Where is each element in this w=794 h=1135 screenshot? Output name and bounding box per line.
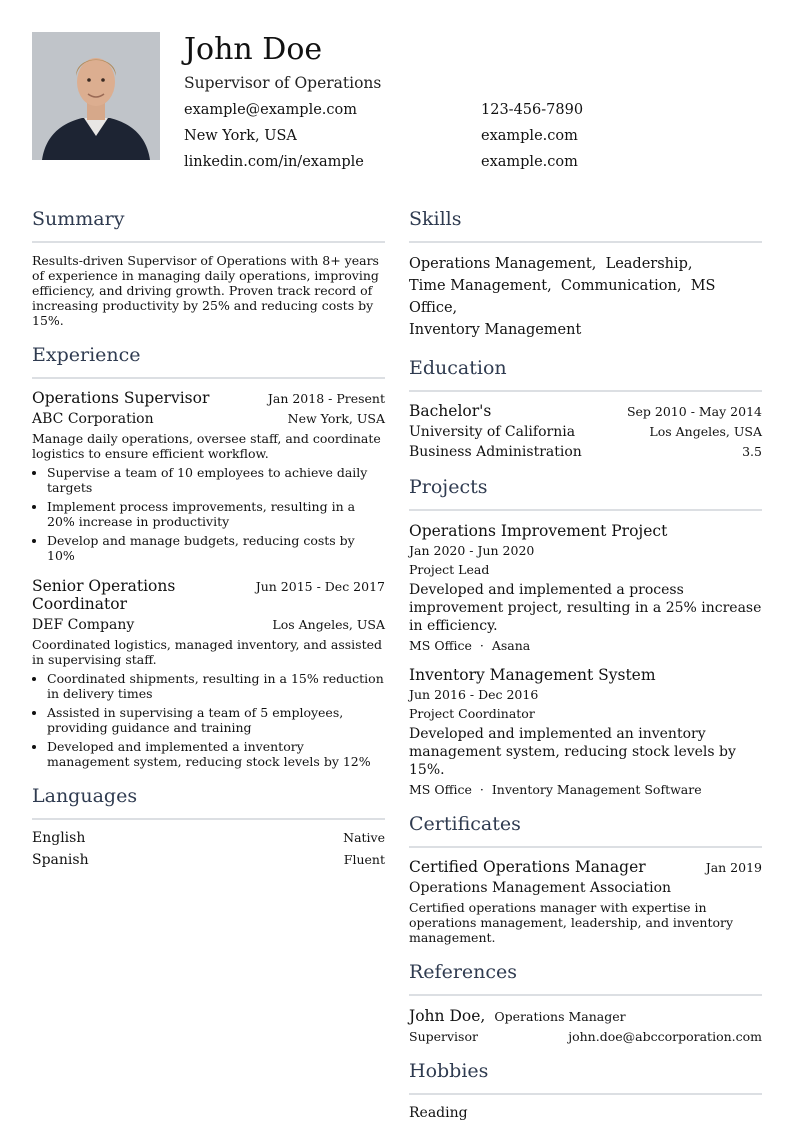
job-bullet: • Assisted in supervising a team of 5 employees, providing guidance and training <box>47 705 385 735</box>
section-heading: References <box>409 959 762 996</box>
tag-separator: · <box>479 638 484 653</box>
candidate-title: Supervisor of Operations <box>184 74 382 92</box>
job-description: Manage daily operations, oversee staff, and coordinate logistics to ensure efficient workflow. <box>32 431 381 461</box>
job-entry <box>32 389 385 563</box>
job-location: New York, USA <box>287 411 385 426</box>
education-section <box>409 355 762 460</box>
project-tag: MS Office <box>409 782 472 797</box>
certificate-date: Jan 2019 <box>705 860 762 875</box>
contact-info <box>184 102 764 180</box>
job-entry <box>32 577 385 769</box>
reference-role: Operations Manager <box>494 1009 626 1024</box>
skill-item: Operations Management, <box>409 256 597 272</box>
project-dates: Jun 2016 - Dec 2016 <box>409 687 539 702</box>
section-heading: Projects <box>409 474 762 511</box>
skills-list <box>409 253 762 341</box>
experience-section <box>32 342 385 769</box>
certificate-name: Certified Operations Manager <box>409 858 646 876</box>
section-heading: Skills <box>409 206 762 243</box>
school-name: University of California <box>409 424 576 440</box>
contact-location: New York, USA <box>184 128 297 144</box>
education-dates: Sep 2010 - May 2014 <box>626 404 762 419</box>
language-name: English <box>32 830 86 846</box>
summary-section <box>32 206 385 328</box>
project-tags <box>409 638 762 653</box>
languages-section <box>32 783 385 868</box>
job-description: Coordinated logistics, managed inventory, and assisted in supervising staff. <box>32 637 383 667</box>
project-tag: Asana <box>491 638 531 653</box>
job-company: ABC Corporation <box>32 411 154 427</box>
job-title: Senior Operations Coordinator <box>32 577 176 613</box>
language-level: Fluent <box>343 852 385 867</box>
project-role: Project Coordinator <box>409 706 535 721</box>
certificate-issuer: Operations Management Association <box>409 880 672 896</box>
project-title: Operations Improvement Project <box>409 522 668 540</box>
resume-header <box>184 32 764 180</box>
section-heading: Languages <box>32 783 385 820</box>
references-section <box>409 959 762 1044</box>
skills-section <box>409 206 762 341</box>
reference-email[interactable]: john.doe@abccorporation.com <box>568 1029 762 1044</box>
section-heading: Summary <box>32 206 385 243</box>
job-bullet: • Coordinated shipments, resulting in a 15% reduction in delivery times <box>47 671 385 701</box>
certificates-section <box>409 811 762 945</box>
contact-website[interactable]: example.com <box>481 128 578 144</box>
project-description: Developed and implemented a process improvement project, resulting in a 25% increase in efficiency. <box>409 582 762 634</box>
contact-website-secondary[interactable]: example.com <box>481 154 578 170</box>
skill-item: Inventory Management <box>409 322 582 338</box>
section-heading: Certificates <box>409 811 762 848</box>
project-tag: MS Office <box>409 638 472 653</box>
job-bullets <box>32 671 385 769</box>
profile-photo <box>32 32 160 160</box>
project-tags <box>409 782 762 797</box>
job-dates: Jun 2015 - Dec 2017 <box>255 579 385 594</box>
language-name: Spanish <box>32 852 89 868</box>
section-heading: Education <box>409 355 762 392</box>
left-column <box>32 206 385 882</box>
job-bullet: • Supervise a team of 10 employees to achieve daily targets <box>47 465 385 495</box>
section-heading: Hobbies <box>409 1058 762 1095</box>
project-description: Developed and implemented an inventory management system, reducing stock levels by 15%. <box>409 726 736 778</box>
summary-text: Results-driven Supervisor of Operations with 8+ years of experience in managing daily operations, improving efficiency, and driving growth. Proven track record of increasing productivity by 25% and reducing costs by 15%. <box>32 253 379 328</box>
language-level: Native <box>343 830 385 845</box>
hobbies-section <box>409 1058 762 1121</box>
tag-separator: · <box>479 782 484 797</box>
job-location: Los Angeles, USA <box>272 617 385 632</box>
contact-phone[interactable]: 123-456-7890 <box>481 102 584 118</box>
field-of-study: Business Administration <box>409 444 582 460</box>
hobby-item: Reading <box>409 1105 468 1121</box>
job-bullet: • Develop and manage budgets, reducing costs by 10% <box>47 533 385 563</box>
contact-linkedin[interactable]: linkedin.com/in/example <box>184 154 364 170</box>
candidate-name: John Doe <box>184 32 323 67</box>
project-entry <box>409 521 762 653</box>
reference-name: John Doe, <box>409 1007 486 1025</box>
job-bullet: • Implement process improvements, resulting in a 20% increase in productivity <box>47 499 385 529</box>
skill-item: MS Office, <box>409 278 716 316</box>
job-company: DEF Company <box>32 617 135 633</box>
job-title: Operations Supervisor <box>32 389 210 407</box>
project-title: Inventory Management System <box>409 666 656 684</box>
project-dates: Jan 2020 - Jun 2020 <box>409 543 535 558</box>
section-heading: Experience <box>32 342 385 379</box>
project-role: Project Lead <box>409 562 490 577</box>
skill-item: Leadership, <box>605 256 693 272</box>
skill-item: Communication, <box>560 278 682 294</box>
right-column <box>409 206 762 1135</box>
project-tag: Inventory Management Software <box>491 782 702 797</box>
job-bullet: • Developed and implemented a inventory management system, reducing stock levels by 12% <box>47 739 385 769</box>
contact-email[interactable]: example@example.com <box>184 102 358 118</box>
project-entry <box>409 665 762 797</box>
gpa: 3.5 <box>742 444 762 459</box>
school-location: Los Angeles, USA <box>649 424 762 439</box>
degree: Bachelor's <box>409 402 492 420</box>
job-bullets <box>32 465 385 563</box>
reference-relation: Supervisor <box>409 1029 478 1044</box>
skill-item: Time Management, <box>409 278 552 294</box>
job-dates: Jan 2018 - Present <box>267 391 385 406</box>
projects-section <box>409 474 762 797</box>
certificate-description: Certified operations manager with expertise in operations management, leadership, and inventory management. <box>409 900 734 945</box>
